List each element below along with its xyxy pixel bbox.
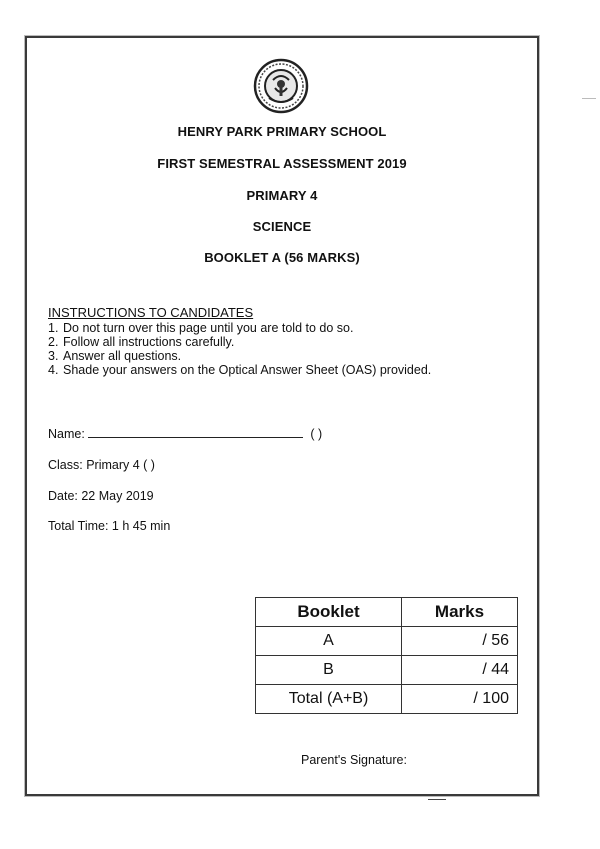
subject-label: SCIENCE — [252, 219, 312, 234]
class-field: Class: Primary 4 ( ) — [48, 458, 155, 472]
instructions — [48, 306, 431, 377]
instructions-list — [48, 321, 431, 377]
name-label: Name: — [48, 427, 85, 441]
school-crest-icon — [253, 58, 309, 114]
table-row — [256, 627, 518, 656]
marks-header: Marks — [402, 598, 518, 627]
table-row — [256, 685, 518, 714]
register-number-paren: ( ) — [310, 427, 323, 441]
instruction-item: 1. Do not turn over this page until you are told to do so. — [48, 321, 354, 335]
name-blank-line — [88, 426, 303, 438]
table-row — [256, 656, 518, 685]
marks-cell: / 56 — [402, 627, 518, 656]
marks-cell: / 44 — [402, 656, 518, 685]
assessment-title: FIRST SEMESTRAL ASSESSMENT 2019 — [157, 156, 407, 171]
marks-table-header — [256, 598, 518, 627]
marks-cell: / 100 — [402, 685, 518, 714]
school-name: HENRY PARK PRIMARY SCHOOL — [177, 124, 387, 139]
instruction-item: 4. Shade your answers on the Optical Answer Sheet (OAS) provided. — [48, 363, 432, 377]
scan-edge-mark — [582, 98, 596, 99]
booklet-cell: Total (A+B) — [256, 685, 402, 714]
name-field — [48, 426, 322, 441]
booklet-cell: A — [256, 627, 402, 656]
booklet-header: Booklet — [256, 598, 402, 627]
total-time-field: Total Time: 1 h 45 min — [48, 519, 171, 533]
instructions-title: INSTRUCTIONS TO CANDIDATES — [48, 305, 254, 320]
instruction-item: 2. Follow all instructions carefully. — [48, 335, 235, 349]
booklet-label: BOOKLET A (56 MARKS) — [204, 250, 360, 265]
instruction-item: 3. Answer all questions. — [48, 349, 182, 363]
date-field: Date: 22 May 2019 — [48, 489, 154, 503]
marks-table — [255, 597, 518, 714]
parent-signature-label: Parent's Signature: — [301, 753, 407, 767]
booklet-cell: B — [256, 656, 402, 685]
signature-line — [428, 799, 446, 800]
level-label: PRIMARY 4 — [246, 188, 318, 203]
